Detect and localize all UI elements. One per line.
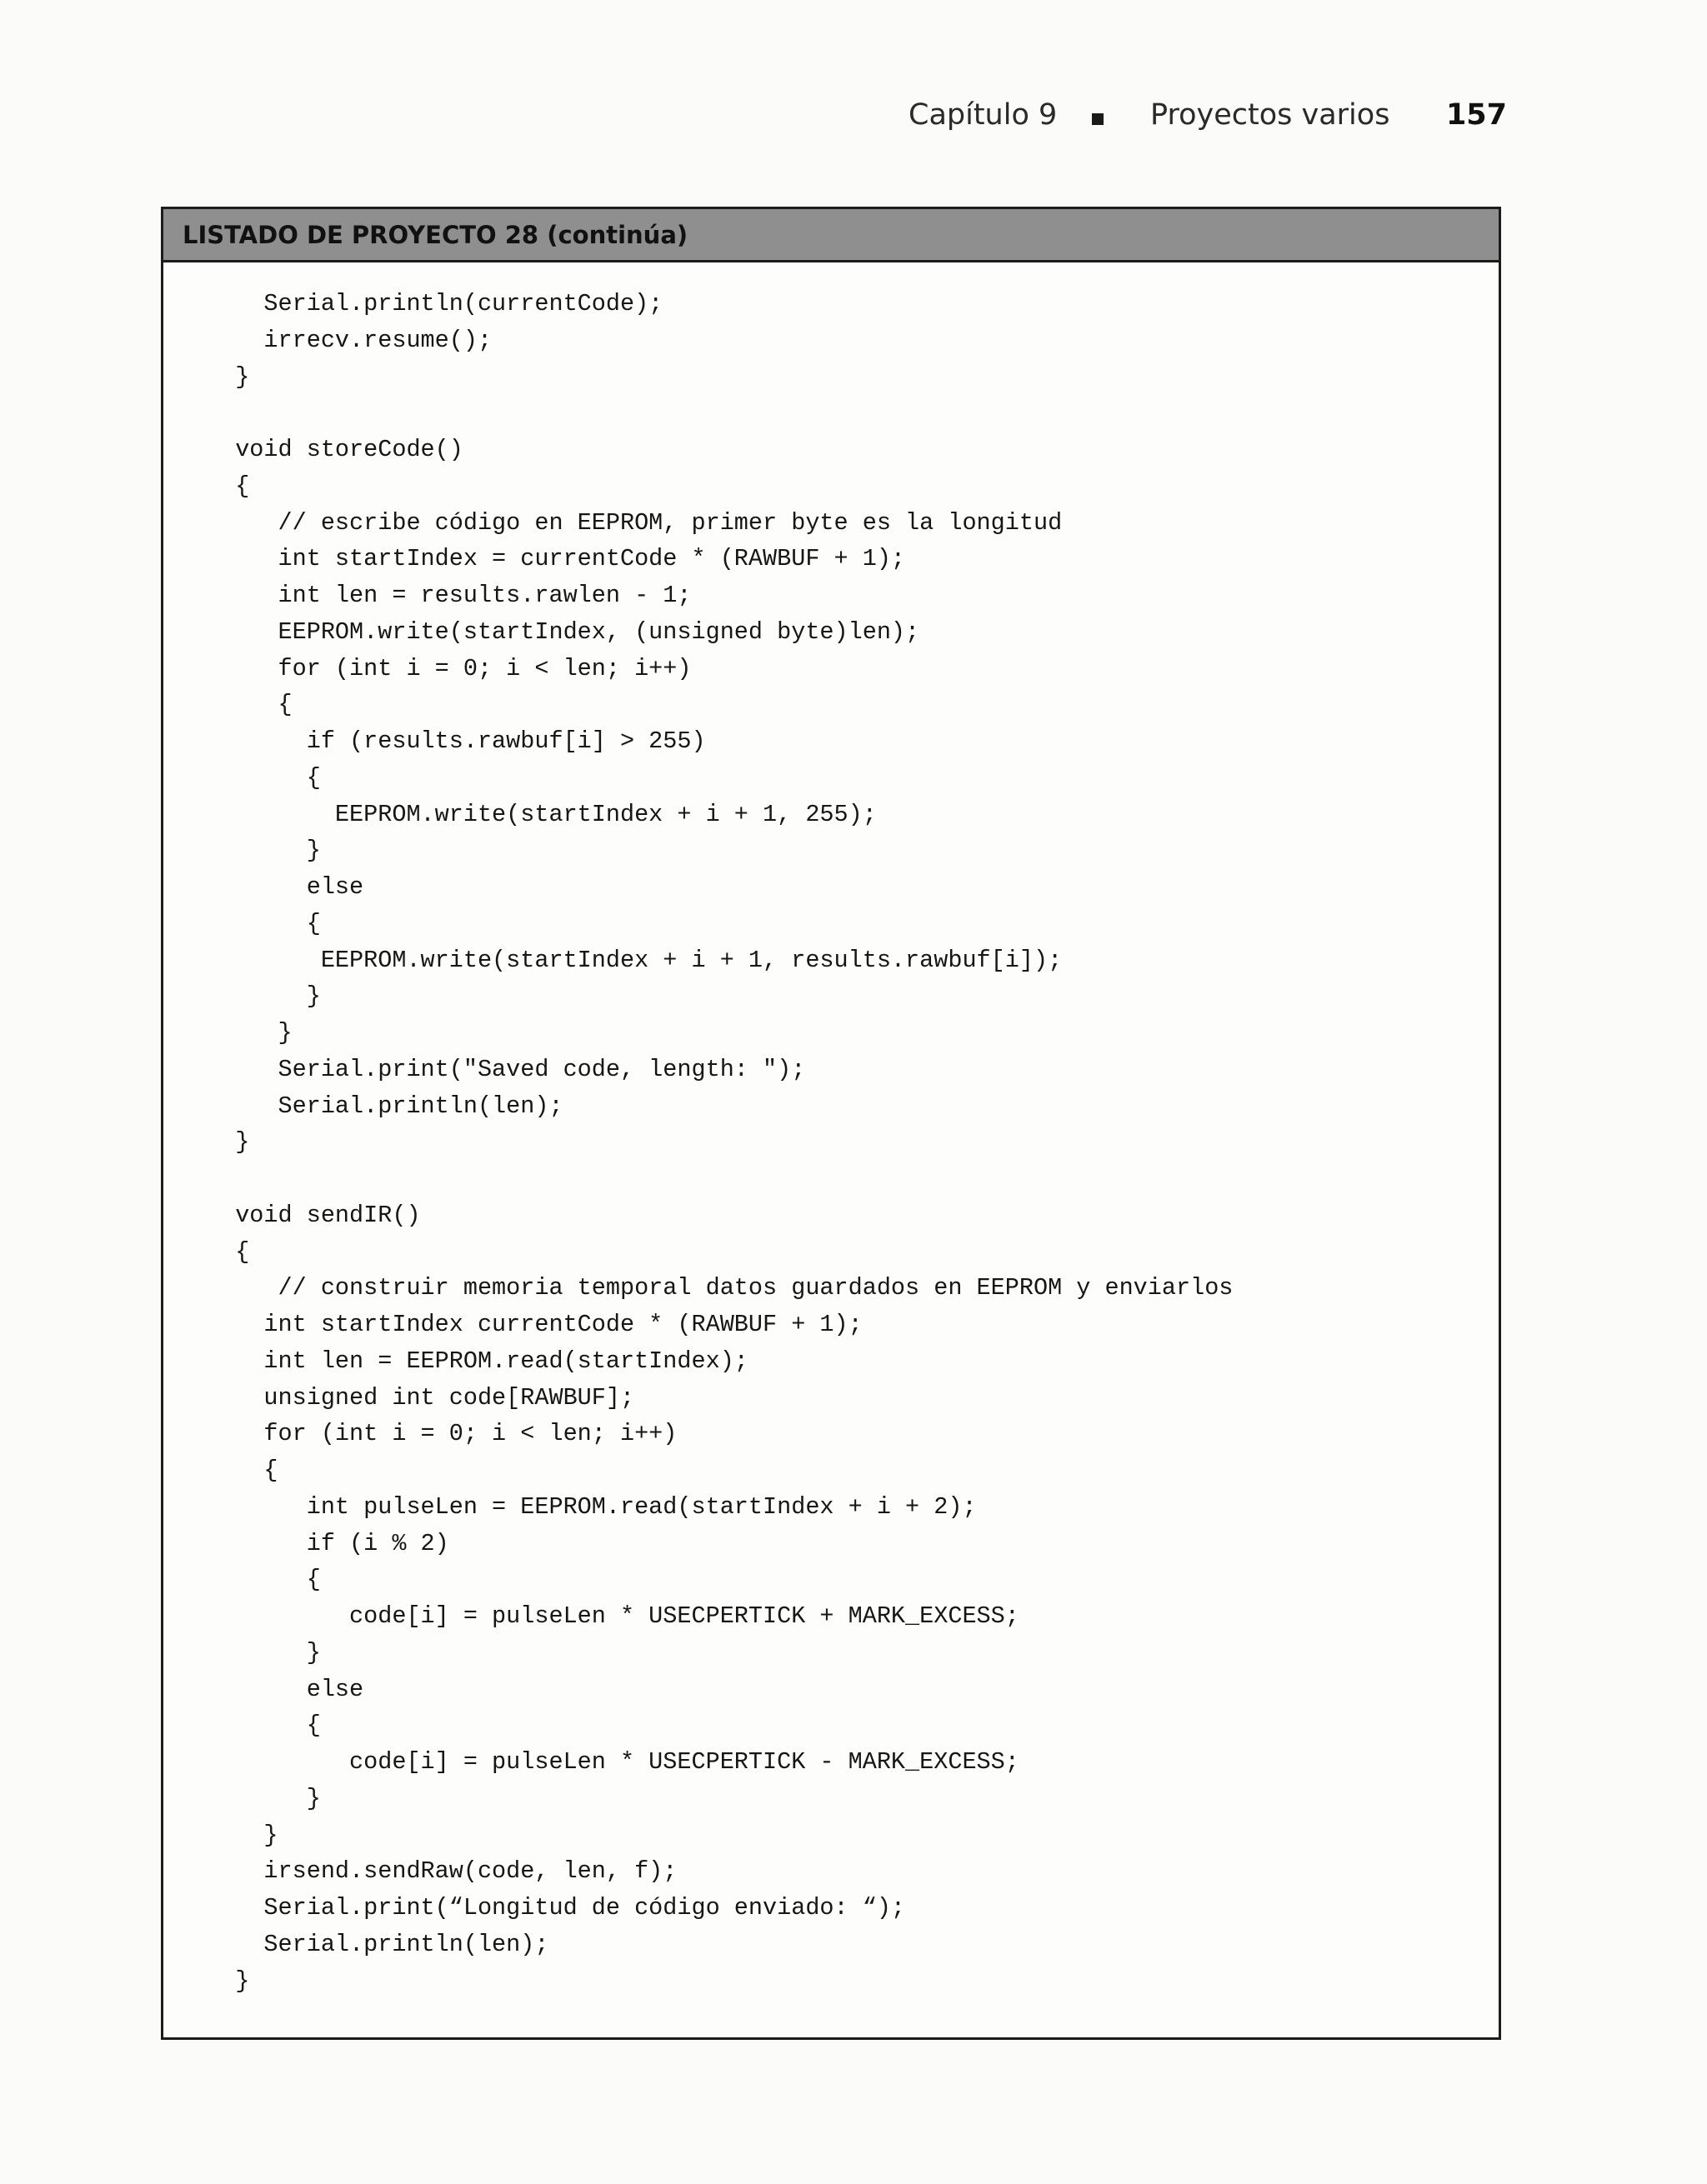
code-line: irrecv.resume(); bbox=[207, 326, 493, 354]
code-line: Serial.println(len); bbox=[207, 1930, 549, 1958]
code-line: { bbox=[207, 909, 321, 937]
code-line: { bbox=[207, 472, 250, 500]
code-line: for (int i = 0; i < len; i++) bbox=[207, 1420, 678, 1448]
code-line: int len = results.rawlen - 1; bbox=[207, 582, 692, 609]
code-line: else bbox=[207, 1675, 364, 1703]
page-number: 157 bbox=[1445, 98, 1507, 132]
square-bullet-icon bbox=[1092, 113, 1104, 125]
code-line: int startIndex currentCode * (RAWBUF + 1); bbox=[207, 1311, 863, 1338]
code-line: } bbox=[207, 1821, 278, 1849]
code-line bbox=[207, 1161, 1474, 1197]
code-line bbox=[207, 395, 1474, 432]
code-line: } bbox=[207, 982, 321, 1011]
code-line: { bbox=[207, 1712, 321, 1740]
code-line: { bbox=[207, 1237, 250, 1266]
code-line: EEPROM.write(startIndex + i + 1, results.rawbuf[i]); bbox=[207, 946, 1063, 974]
code-line: EEPROM.write(startIndex + i + 1, 255); bbox=[207, 800, 877, 828]
code-line: int startIndex = currentCode * (RAWBUF + 1); bbox=[207, 545, 906, 573]
code-line: } bbox=[207, 1784, 321, 1812]
code-line: code[i] = pulseLen * USECPERTICK + MARK_EXCESS; bbox=[207, 1602, 1019, 1630]
code-line: void sendIR() bbox=[207, 1201, 421, 1229]
code-listing-box bbox=[161, 207, 1501, 2040]
code-line: for (int i = 0; i < len; i++) bbox=[207, 654, 692, 682]
code-line: Serial.println(currentCode); bbox=[207, 290, 663, 317]
code-line: { bbox=[207, 691, 293, 719]
code-line: // escribe código en EEPROM, primer byte es la longitud bbox=[207, 508, 1063, 537]
code-line: Serial.print("Saved code, length: "); bbox=[207, 1055, 806, 1083]
code-line: } bbox=[207, 1019, 293, 1047]
chapter-label: Capítulo 9 bbox=[909, 98, 1058, 132]
code-line: int len = EEPROM.read(startIndex); bbox=[207, 1347, 748, 1375]
listing-title: LISTADO DE PROYECTO 28 (continúa) bbox=[163, 209, 1499, 262]
code-line: { bbox=[207, 763, 321, 792]
code-line: } bbox=[207, 1638, 321, 1667]
code-line: void storeCode() bbox=[207, 436, 463, 463]
section-label: Proyectos varios bbox=[1150, 98, 1390, 132]
code-line: if (results.rawbuf[i] > 255) bbox=[207, 727, 706, 755]
code-line: code[i] = pulseLen * USECPERTICK - MARK_EXCESS; bbox=[207, 1748, 1019, 1776]
code-line: else bbox=[207, 873, 364, 901]
code-line: irsend.sendRaw(code, len, f); bbox=[207, 1857, 678, 1886]
code-line: { bbox=[207, 1566, 321, 1594]
code-line: unsigned int code[RAWBUF]; bbox=[207, 1383, 635, 1412]
code-line: if (i % 2) bbox=[207, 1529, 449, 1557]
code-line: { bbox=[207, 1457, 278, 1484]
running-header bbox=[909, 98, 1509, 140]
code-line: EEPROM.write(startIndex, (unsigned byte)len); bbox=[207, 617, 920, 646]
code-line: int pulseLen = EEPROM.read(startIndex + i + 2); bbox=[207, 1492, 977, 1521]
code-line: } bbox=[207, 1967, 250, 1995]
code-line: } bbox=[207, 837, 321, 865]
code-block bbox=[207, 286, 1474, 1999]
code-line: // construir memoria temporal datos guardados en EEPROM y enviarlos bbox=[207, 1274, 1234, 1302]
code-line: } bbox=[207, 362, 250, 391]
code-line: Serial.print(“Longitud de código enviado: “); bbox=[207, 1894, 906, 1922]
code-line: } bbox=[207, 1128, 250, 1157]
code-line: Serial.println(len); bbox=[207, 1092, 563, 1120]
